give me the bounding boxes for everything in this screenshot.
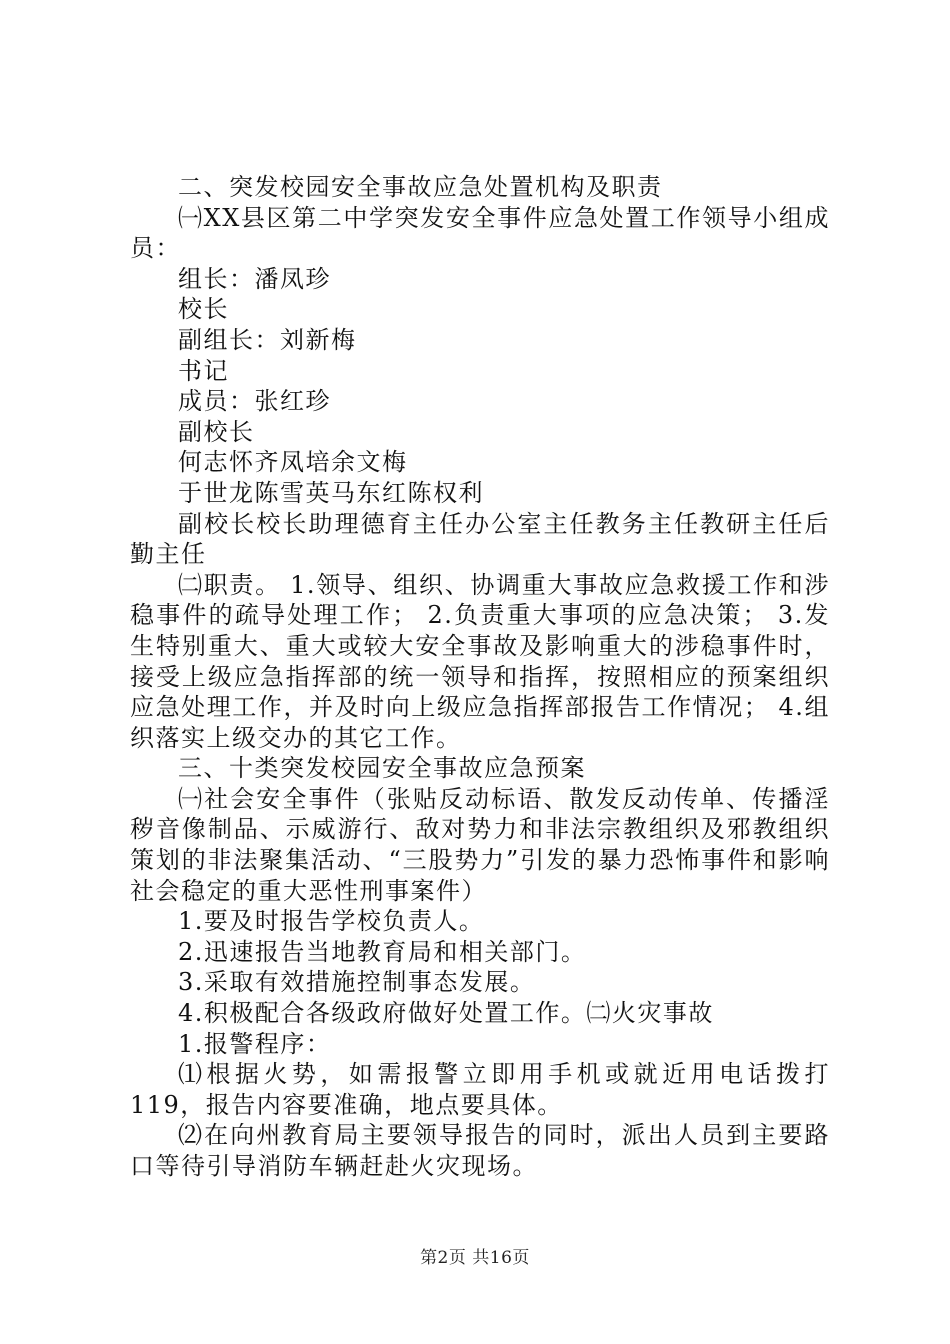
alarm-procedure: 1.报警程序：: [178, 1029, 332, 1058]
step-2: 2.迅速报告当地教育局和相关部门。: [178, 937, 587, 966]
step-1: 1.要及时报告学校负责人。: [178, 907, 485, 936]
alarm-step-2: ⑵在向州教育局主要领导报告的同时，派出人员到主要路口等待引导消防车辆赶赴火灾现场。: [130, 1121, 830, 1180]
section-heading-3: 三、十类突发校园安全事故应急预案: [178, 754, 586, 783]
group-leader-title: 校长: [178, 295, 229, 324]
deputy-leader-title: 书记: [178, 356, 229, 385]
social-security-events: ㈠社会安全事件（张贴反动标语、散发反动传单、传播淫秽音像制品、示威游行、敌对势力和非法宗教组织及邪教组织策划的非法聚集活动、“三股势力”引发的暴力恐怖事件和影响社会稳定的重大恶性刑事案件）: [130, 784, 830, 905]
section-heading-2: 二、突发校园安全事故应急处置机构及职责: [178, 173, 663, 201]
group-leader: 组长：潘凤珍: [178, 264, 331, 293]
leadership-group-heading: ㈠XX县区第二中学突发安全事件应急处置工作领导小组成员：: [130, 203, 830, 263]
deputy-leader: 副组长：刘新梅: [178, 325, 357, 354]
duties-paragraph: ㈡职责。 1.领导、组织、协调重大事故应急救援工作和涉稳事件的疏导处理工作； 2.负责重大事项的应急决策； 3.发生特别重大、重大或较大安全事故及影响重大的涉稳事件时，接受上级应急指挥部的统一领导和指挥，按照相应的预案组织应急处理工作，并及时向上级应急指挥部报告工作情况； 4.组织落实上级交办的其它工作。: [130, 570, 830, 752]
member-roles: 副校长校长助理德育主任办公室主任教务主任教研主任后勤主任: [130, 509, 830, 569]
alarm-step-1: ⑴根据火势，如需报警立即用手机或就近用电话拨打119，报告内容要准确，地点要具体。: [130, 1060, 830, 1119]
document-body: [130, 172, 830, 1182]
members-title: 副校长: [178, 417, 255, 446]
step-4-fire-accident: 4.积极配合各级政府做好处置工作。㈡火灾事故: [178, 999, 714, 1028]
member-names-2: 于世龙陈雪英马东红陈权利: [178, 478, 484, 507]
step-3: 3.采取有效措施控制事态发展。: [178, 968, 536, 997]
page-number-footer: 第2页 共16页: [420, 1248, 530, 1268]
member-names-1: 何志怀齐凤培余文梅: [178, 448, 408, 477]
members: 成员：张红珍: [178, 387, 331, 416]
